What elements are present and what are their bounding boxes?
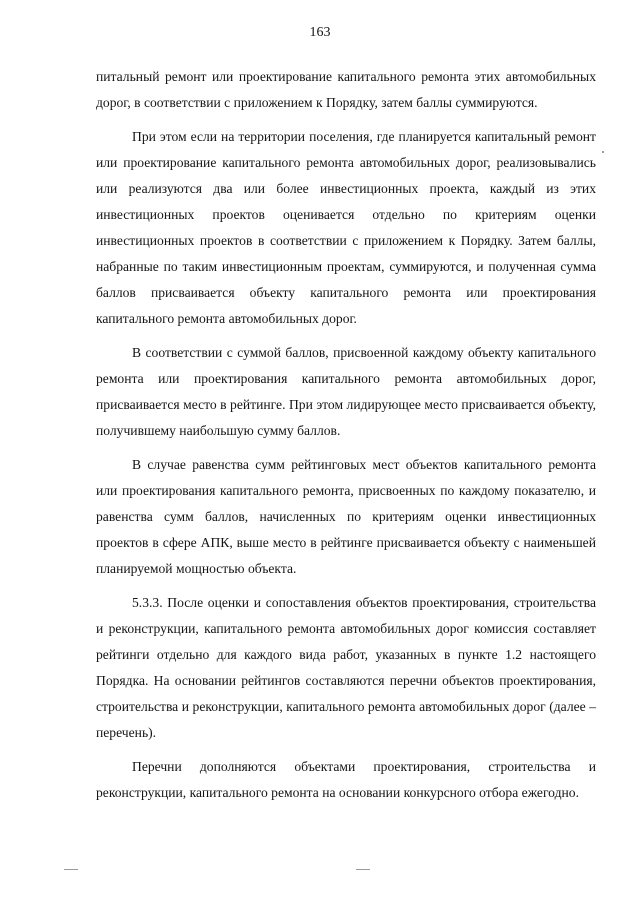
paragraph-continuation: питальный ремонт или проектирование капитального ремонта этих автомобильных дорог, в соответствии с приложением к Порядку, затем баллы суммируются.	[96, 69, 596, 110]
paragraph-tie-break: В случае равенства сумм рейтинговых мест объектов капитального ремонта или проектирования капитального ремонта, присвоенных по каждому показателю, и равенства сумм баллов, начисленных по критериям оценки инвестиционных проектов в сфере АПК, выше место в рейтинге присваивается объекту с наименьшей планируемой мощностью объекта.	[96, 457, 596, 576]
body-text	[96, 64, 596, 814]
scan-artifact-mark	[64, 869, 78, 870]
paragraph-section-5-3-3: 5.3.3. После оценки и сопоставления объектов проектирования, строительства и реконструкции, капитального ремонта автомобильных дорог комиссия составляет рейтинги отдельно для каждого вида работ, указанных в пункте 1.2 настоящего Порядка. На основании рейтингов составляются перечни объектов проектирования, строительства и реконструкции, капитального ремонта автомобильных дорог (далее – перечень).	[96, 595, 596, 740]
scan-artifact-dot	[602, 151, 604, 153]
page-number: 163	[309, 25, 331, 40]
paragraph-multiple-projects: При этом если на территории поселения, где планируется капитальный ремонт или проектирование капитального ремонта автомобильных дорог, реализовывались или реализуются два или более инвестиционных проекта, каждый из этих инвестиционных проектов оценивается отдельно по критериям оценки инвестиционных проектов в соответствии с приложением к Порядку. Затем баллы, набранные по таким инвестиционным проектам, суммируются, и полученная сумма баллов присваивается объекту капитального ремонта или проектирования капитального ремонта автомобильных дорог.	[96, 129, 596, 326]
paragraph-annual-addition: Перечни дополняются объектами проектирования, строительства и реконструкции, капитального ремонта на основании конкурсного отбора ежегодно.	[96, 759, 596, 800]
scan-artifact-mark	[356, 869, 370, 870]
paragraph-rating-assignment: В соответствии с суммой баллов, присвоенной каждому объекту капитального ремонта или проектирования капитального ремонта автомобильных дорог, присваивается место в рейтинге. При этом лидирующее место присваивается объекту, получившему наибольшую сумму баллов.	[96, 345, 596, 438]
